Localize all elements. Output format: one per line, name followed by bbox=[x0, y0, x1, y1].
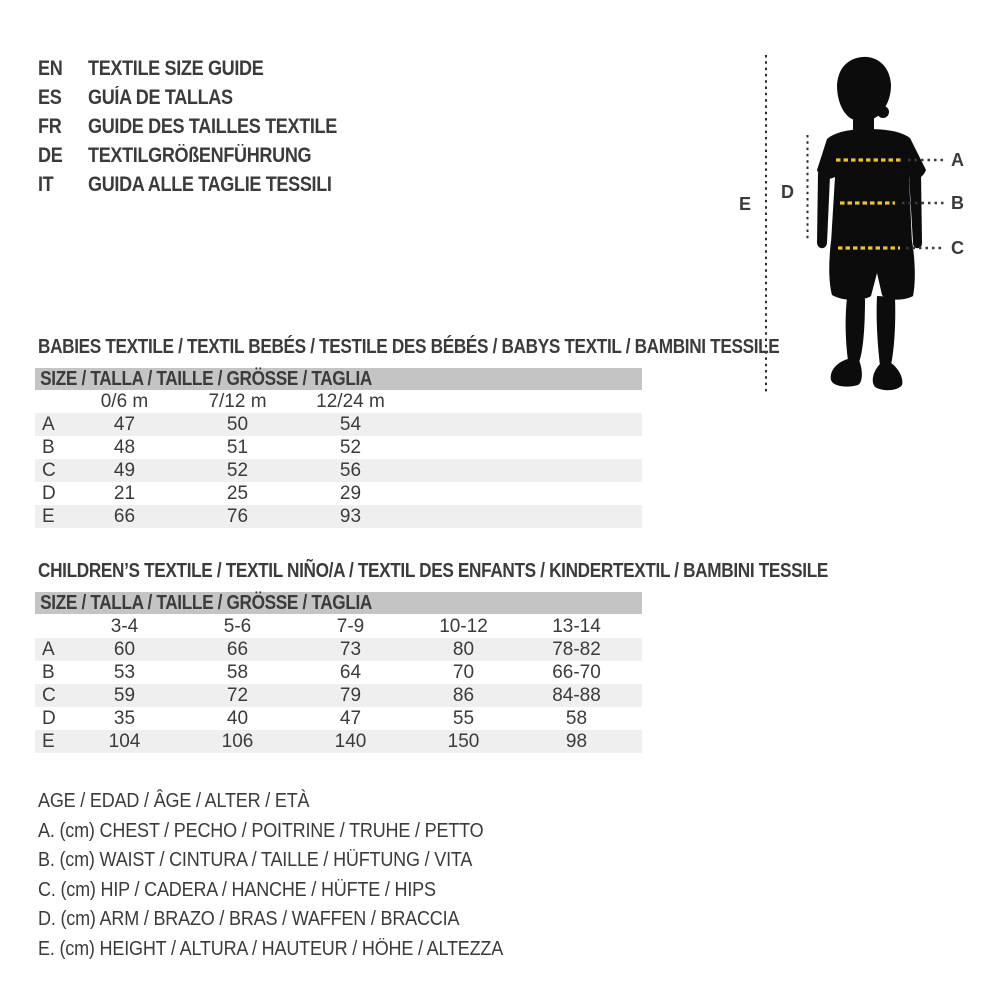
table-cell: 140 bbox=[294, 730, 407, 753]
column-header: 3-4 bbox=[110, 616, 139, 637]
table-cell: 54 bbox=[294, 413, 407, 436]
children-section-heading: CHILDREN’S TEXTILE / TEXTIL NIÑO/A / TEXTIL DES ENFANTS / KINDERTEXTIL / BAMBINI TESSILE bbox=[38, 560, 828, 582]
table-cell: 50 bbox=[181, 413, 294, 436]
babies-section-heading: BABIES TEXTILE / TEXTIL BEBÉS / TESTILE DES BÉBÉS / BABYS TEXTIL / BAMBINI TESSILE bbox=[38, 336, 780, 358]
table-cell: 58 bbox=[226, 662, 249, 683]
legend-line-chest: A. (cm) CHEST / PECHO / POITRINE / TRUHE / PETTO bbox=[38, 819, 484, 842]
table-cell: 78-82 bbox=[520, 638, 633, 661]
row-label: B bbox=[42, 437, 55, 458]
table-row bbox=[35, 505, 642, 528]
table-cell: 66 bbox=[68, 505, 181, 528]
table-row bbox=[35, 459, 642, 482]
table-cell: 76 bbox=[181, 505, 294, 528]
legend-line-arm: D. (cm) ARM / BRAZO / BRAS / WAFFEN / BRACCIA bbox=[38, 908, 460, 930]
column-header-row bbox=[35, 615, 642, 638]
table-cell: 150 bbox=[407, 730, 520, 753]
row-label: C bbox=[35, 459, 68, 482]
table-cell: 56 bbox=[294, 459, 407, 482]
table-cell: 80 bbox=[407, 638, 520, 661]
label-B: B bbox=[951, 193, 964, 213]
table-cell: 51 bbox=[226, 437, 249, 458]
label-D: D bbox=[781, 182, 794, 202]
table-row bbox=[35, 436, 642, 459]
row-label: A bbox=[35, 638, 68, 661]
table-row bbox=[35, 482, 642, 505]
table-row bbox=[35, 707, 642, 730]
table-cell: 59 bbox=[68, 684, 181, 707]
table-cell: 21 bbox=[113, 483, 136, 504]
language-row bbox=[38, 83, 377, 112]
table-cell: 98 bbox=[520, 730, 633, 753]
table-cell: 35 bbox=[113, 708, 136, 729]
table-row bbox=[35, 730, 642, 753]
table-row bbox=[35, 684, 642, 707]
table-cell: 49 bbox=[68, 459, 181, 482]
table-cell: 47 bbox=[68, 413, 181, 436]
table-cell: 70 bbox=[452, 662, 475, 683]
legend-line-height: E. (cm) HEIGHT / ALTURA / HAUTEUR / HÖHE / ALTEZZA bbox=[38, 937, 504, 960]
table-cell: 79 bbox=[294, 684, 407, 707]
table-cell: 64 bbox=[339, 662, 362, 683]
language-row bbox=[38, 54, 377, 83]
table-cell: 72 bbox=[181, 684, 294, 707]
language-code: EN bbox=[38, 57, 63, 80]
table-cell: 47 bbox=[339, 708, 362, 729]
column-header-row bbox=[35, 390, 642, 413]
column-header: 0/6 m bbox=[100, 391, 149, 412]
legend-line-age: AGE / EDAD / ÂGE / ALTER / ETÀ bbox=[38, 790, 310, 812]
table-row bbox=[35, 638, 642, 661]
column-header: 7-9 bbox=[336, 616, 365, 637]
language-row bbox=[38, 112, 377, 141]
legend-line-hip: C. (cm) HIP / CADERA / HANCHE / HÜFTE / HIPS bbox=[38, 878, 436, 901]
language-title: GUIDA ALLE TAGLIE TESSILI bbox=[88, 173, 332, 196]
language-title: GUÍA DE TALLAS bbox=[88, 86, 233, 109]
column-header: 10-12 bbox=[439, 616, 488, 637]
table-row bbox=[35, 413, 642, 436]
table-cell: 86 bbox=[407, 684, 520, 707]
label-C: C bbox=[951, 238, 964, 258]
row-label: C bbox=[35, 684, 68, 707]
table-cell: 58 bbox=[565, 708, 588, 729]
row-label: D bbox=[42, 708, 56, 729]
row-label: D bbox=[42, 483, 56, 504]
language-code: DE bbox=[38, 144, 63, 167]
table-cell: 66-70 bbox=[552, 662, 601, 683]
row-label: A bbox=[35, 413, 68, 436]
table-cell: 60 bbox=[68, 638, 181, 661]
children-size-table bbox=[35, 615, 642, 753]
table-cell: 48 bbox=[113, 437, 136, 458]
table-cell: 53 bbox=[113, 662, 136, 683]
table-cell: 106 bbox=[181, 730, 294, 753]
table-cell: 25 bbox=[226, 483, 249, 504]
language-title: TEXTILGRÖßENFÜHRUNG bbox=[88, 144, 312, 167]
column-header: 13-14 bbox=[552, 616, 601, 637]
table-cell: 73 bbox=[294, 638, 407, 661]
row-label: E bbox=[35, 730, 68, 753]
label-E: E bbox=[739, 194, 752, 214]
language-row bbox=[38, 141, 377, 170]
legend-line-waist: B. (cm) WAIST / CINTURA / TAILLE / HÜFTUNG / VITA bbox=[38, 849, 473, 871]
table-cell: 84-88 bbox=[520, 684, 633, 707]
table-cell: 66 bbox=[181, 638, 294, 661]
label-A: A bbox=[951, 150, 964, 170]
language-title: GUIDE DES TAILLES TEXTILE bbox=[88, 115, 337, 138]
children-size-header-bar: SIZE / TALLA / TAILLE / GRÖSSE / TAGLIA bbox=[35, 592, 642, 614]
column-header: 12/24 m bbox=[316, 391, 385, 412]
measurement-legend bbox=[38, 787, 555, 964]
column-header: 7/12 m bbox=[208, 391, 267, 412]
language-code: IT bbox=[38, 173, 54, 196]
table-cell: 93 bbox=[294, 505, 407, 528]
table-cell: 29 bbox=[339, 483, 362, 504]
column-header: 5-6 bbox=[223, 616, 252, 637]
babies-size-header-bar: SIZE / TALLA / TAILLE / GRÖSSE / TAGLIA bbox=[35, 368, 642, 390]
row-label: E bbox=[35, 505, 68, 528]
language-title: TEXTILE SIZE GUIDE bbox=[88, 57, 264, 80]
table-cell: 52 bbox=[181, 459, 294, 482]
table-cell: 104 bbox=[68, 730, 181, 753]
row-label: B bbox=[42, 662, 55, 683]
table-cell: 40 bbox=[226, 708, 249, 729]
language-code: FR bbox=[38, 115, 62, 138]
language-code: ES bbox=[38, 86, 62, 109]
language-row bbox=[38, 170, 377, 199]
table-cell: 55 bbox=[452, 708, 475, 729]
language-title-list bbox=[38, 54, 377, 199]
babies-size-table bbox=[35, 390, 642, 528]
table-cell: 52 bbox=[339, 437, 362, 458]
table-row bbox=[35, 661, 642, 684]
